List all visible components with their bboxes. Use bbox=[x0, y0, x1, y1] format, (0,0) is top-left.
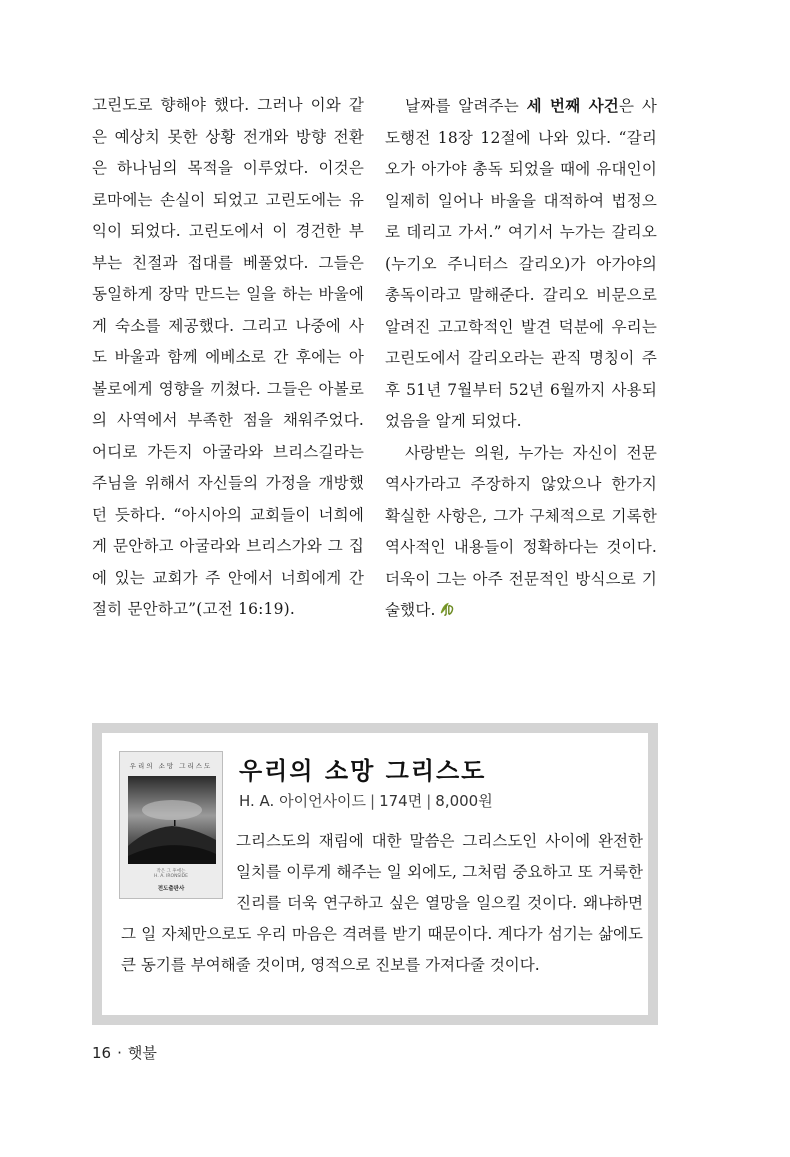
meta-separator: | bbox=[370, 792, 376, 810]
book-ad-box bbox=[92, 723, 658, 1025]
book-price: 8,000원 bbox=[435, 792, 493, 810]
emphasis-third-event: 세 번째 사건 bbox=[526, 96, 619, 115]
left-paragraph: 고린도로 향해야 했다. 그러나 이와 같은 예상치 못한 상황 전개와 방향 전환은 하나님의 목적을 이루었다. 이것은 로마에는 손실이 되었고 고린도에는 유익이 되었다. 고린도에서 이 경건한 부부는 친절과 접대를 베풀었다. 그들은 동일하게 장막 만드는 일을 하는 바울에게 숙소를 제공했다. 그리고 나중에 사도 바울과 함께 에베소로 간 후에는 아볼로에게 영향을 끼쳤다. 그들은 아볼로의 사역에서 부족한 점을 채워주었다. 어디로 가든지 아굴라와 브리스길라는 주님을 위해서 자신들의 가정을 개방했던 듯하다. “아시아의 교회들이 너희에게 문안하고 아굴라와 브리스가와 그 집에 있는 교회가 주 안에서 너희에게 간절히 문안하고”(고전 16:19). bbox=[92, 96, 364, 618]
right-paragraph-1-rest: 은 사도행전 18장 12절에 나와 있다. “갈리오가 아가야 총독 되었을 때에 유대인이 일제히 일어나 바울을 대적하여 법정으로 데리고 가서.” 여기서 누가는 갈리오(누기오 주니터스 갈리오)가 아가야의 총독이라고 말해준다. 갈리오 비문으로 알려진 고고학적인 발견 덕분에 우리는 고린도에서 갈리오라는 관직 명칭이 주후 51년 7월부터 52년 6월까지 사용되었음을 알게 되었다. bbox=[385, 97, 658, 430]
page-footer bbox=[92, 1042, 157, 1063]
page-number: 16 bbox=[92, 1044, 112, 1062]
right-paragraph-2 bbox=[385, 438, 657, 627]
right-text-column bbox=[385, 90, 657, 627]
right-paragraph-2-text: 사랑받는 의원, 누가는 자신이 전문 역사가라고 주장하지 않았으나 한가지 확실한 사항은, 그가 구체적으로 기록한 역사적인 내용들이 정확하다는 것이다. 더욱이 그는 아주 전문적인 방식으로 기술했다. bbox=[385, 443, 657, 619]
publication-name: 햇불 bbox=[127, 1044, 157, 1062]
book-ad-panel bbox=[102, 733, 648, 1015]
cover-author-line: H. A. IRONSIDE bbox=[154, 874, 188, 879]
book-author: H. A. 아이언사이드 bbox=[239, 792, 367, 810]
meta-separator: | bbox=[426, 792, 432, 810]
book-title: 우리의 소망 그리스도 bbox=[239, 757, 487, 785]
book-meta bbox=[239, 790, 493, 811]
footer-separator: · bbox=[117, 1044, 122, 1062]
book-pages: 174면 bbox=[379, 792, 423, 810]
cover-subtitle-text: 작은 그 후에는 bbox=[156, 869, 186, 874]
left-text-column bbox=[92, 90, 364, 626]
right-paragraph-1-start: 날짜를 알려주는 bbox=[405, 97, 527, 115]
book-description: 그리스도의 재림에 대한 말씀은 그리스도인 사이에 완전한 일치를 이루게 해주는 일 외에도, 그처럼 중요하고 또 거룩한 진리를 더욱 연구하고 싶은 열망을 일으킬 것이다. 왜냐하면 그 일 자체만으로도 우리 마음은 격려를 받기 때문이다. 계다가 섬기는 삶에도 큰 동기를 부여해줄 것이며, 영적으로 진보를 가져다줄 것이다. bbox=[121, 832, 643, 974]
cover-title: 우리의 소망 그리스도 bbox=[129, 762, 213, 770]
cover-publisher: 전도출판사 bbox=[157, 886, 185, 892]
book-description-block bbox=[121, 826, 643, 981]
jd-leaf-icon bbox=[438, 600, 456, 618]
cover-wrap-spacer bbox=[121, 826, 236, 919]
right-paragraph-1 bbox=[385, 90, 657, 438]
